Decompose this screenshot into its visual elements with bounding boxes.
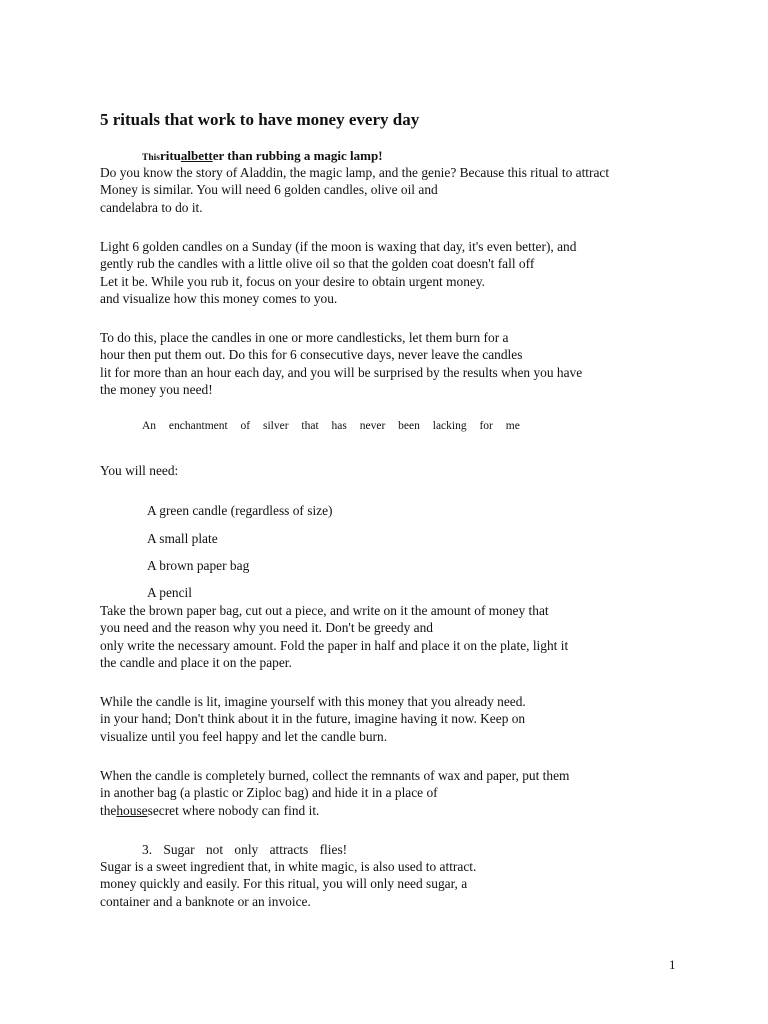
underlined-word: house — [116, 802, 148, 818]
text-line: To do this, place the candles in one or more candlesticks, let them burn for a — [100, 330, 509, 345]
text-line: you need and the reason why you need it. Don't be greedy and — [100, 620, 433, 636]
list-item — [142, 585, 192, 601]
text-line: Take the brown paper bag, cut out a piece, and write on it the amount of money that — [100, 603, 549, 618]
list-item-label: A green candle (regardless of size) — [147, 503, 333, 518]
page-number: 1 — [669, 957, 676, 972]
list-item — [142, 503, 333, 519]
text-line: hour then put them out. Do this for 6 consecutive days, never leave the candles — [100, 347, 523, 363]
you-will-need-label: You will need: — [100, 463, 179, 478]
document-title: 5 rituals that work to have money every day — [100, 110, 420, 129]
subtitle-small-word: This — [142, 153, 160, 163]
text-line: gently rub the candles with a little olive oil so that the golden coat doesn't fall off — [100, 256, 535, 272]
text-line: Light 6 golden candles on a Sunday (if the moon is waxing that day, it's even better), and — [100, 239, 577, 254]
text-line: the money you need! — [100, 382, 213, 398]
text-fragment: secret where nobody can find it. — [147, 802, 320, 818]
text-line: in another bag (a plastic or Ziploc bag) and hide it in a place of — [100, 785, 438, 801]
list-item-label: A pencil — [147, 585, 192, 600]
ritual-1-subtitle — [142, 148, 383, 164]
list-item-label: A brown paper bag — [147, 558, 250, 573]
text-line: in your hand; Don't think about it in the future, imagine having it now. Keep on — [100, 711, 526, 727]
text-line: When the candle is completely burned, collect the remnants of wax and paper, put them — [100, 768, 570, 783]
ritual-2-paragraph-1 — [100, 602, 700, 672]
text-line: Sugar is a sweet ingredient that, in white magic, is also used to attract. — [100, 859, 477, 874]
ritual-2-paragraph-2 — [100, 693, 700, 745]
text-line: lit for more than an hour each day, and you will be surprised by the results when you have — [100, 364, 583, 380]
ritual-1-paragraph-3 — [100, 329, 700, 399]
text-line: While the candle is lit, imagine yourself with this money that you already need. — [100, 694, 526, 709]
text-line: the candle and place it on the paper. — [100, 655, 292, 671]
text-line: money quickly and easily. For this ritual, you will only need sugar, a — [100, 876, 468, 892]
list-item — [142, 558, 249, 574]
list-item — [142, 531, 218, 547]
text-line: Do you know the story of Aladdin, the magic lamp, and the genie? Because this ritual to attract — [100, 165, 610, 180]
text-line: candelabra to do it. — [100, 199, 203, 215]
list-item-label: A small plate — [147, 531, 218, 546]
text-line: visualize until you feel happy and let the candle burn. — [100, 728, 388, 744]
text-line — [100, 802, 700, 819]
text-line: Let it be. While you rub it, focus on your desire to obtain urgent money. — [100, 273, 486, 289]
text-fragment: the — [100, 802, 117, 818]
subtitle-part-c: er than rubbing a magic lamp! — [212, 148, 383, 163]
ritual-1-paragraph-2 — [100, 238, 700, 308]
text-line: and visualize how this money comes to you. — [100, 291, 338, 307]
text-line: only write the necessary amount. Fold the paper in half and place it on the plate, light it — [100, 637, 569, 653]
ritual-3-paragraph-1 — [100, 858, 700, 910]
ritual-2-heading: An enchantment of silver that has never been lacking for me — [142, 420, 520, 432]
subtitle-part-a: ritu — [159, 148, 181, 163]
ritual-2-paragraph-3 — [100, 767, 700, 819]
text-line: Money is similar. You will need 6 golden candles, olive oil and — [100, 182, 438, 198]
text-line: container and a banknote or an invoice. — [100, 893, 311, 909]
ritual-3-heading: 3. Sugar not only attracts flies! — [142, 842, 348, 857]
ritual-1-paragraph-1 — [100, 164, 700, 216]
subtitle-part-b: albett — [180, 148, 213, 163]
